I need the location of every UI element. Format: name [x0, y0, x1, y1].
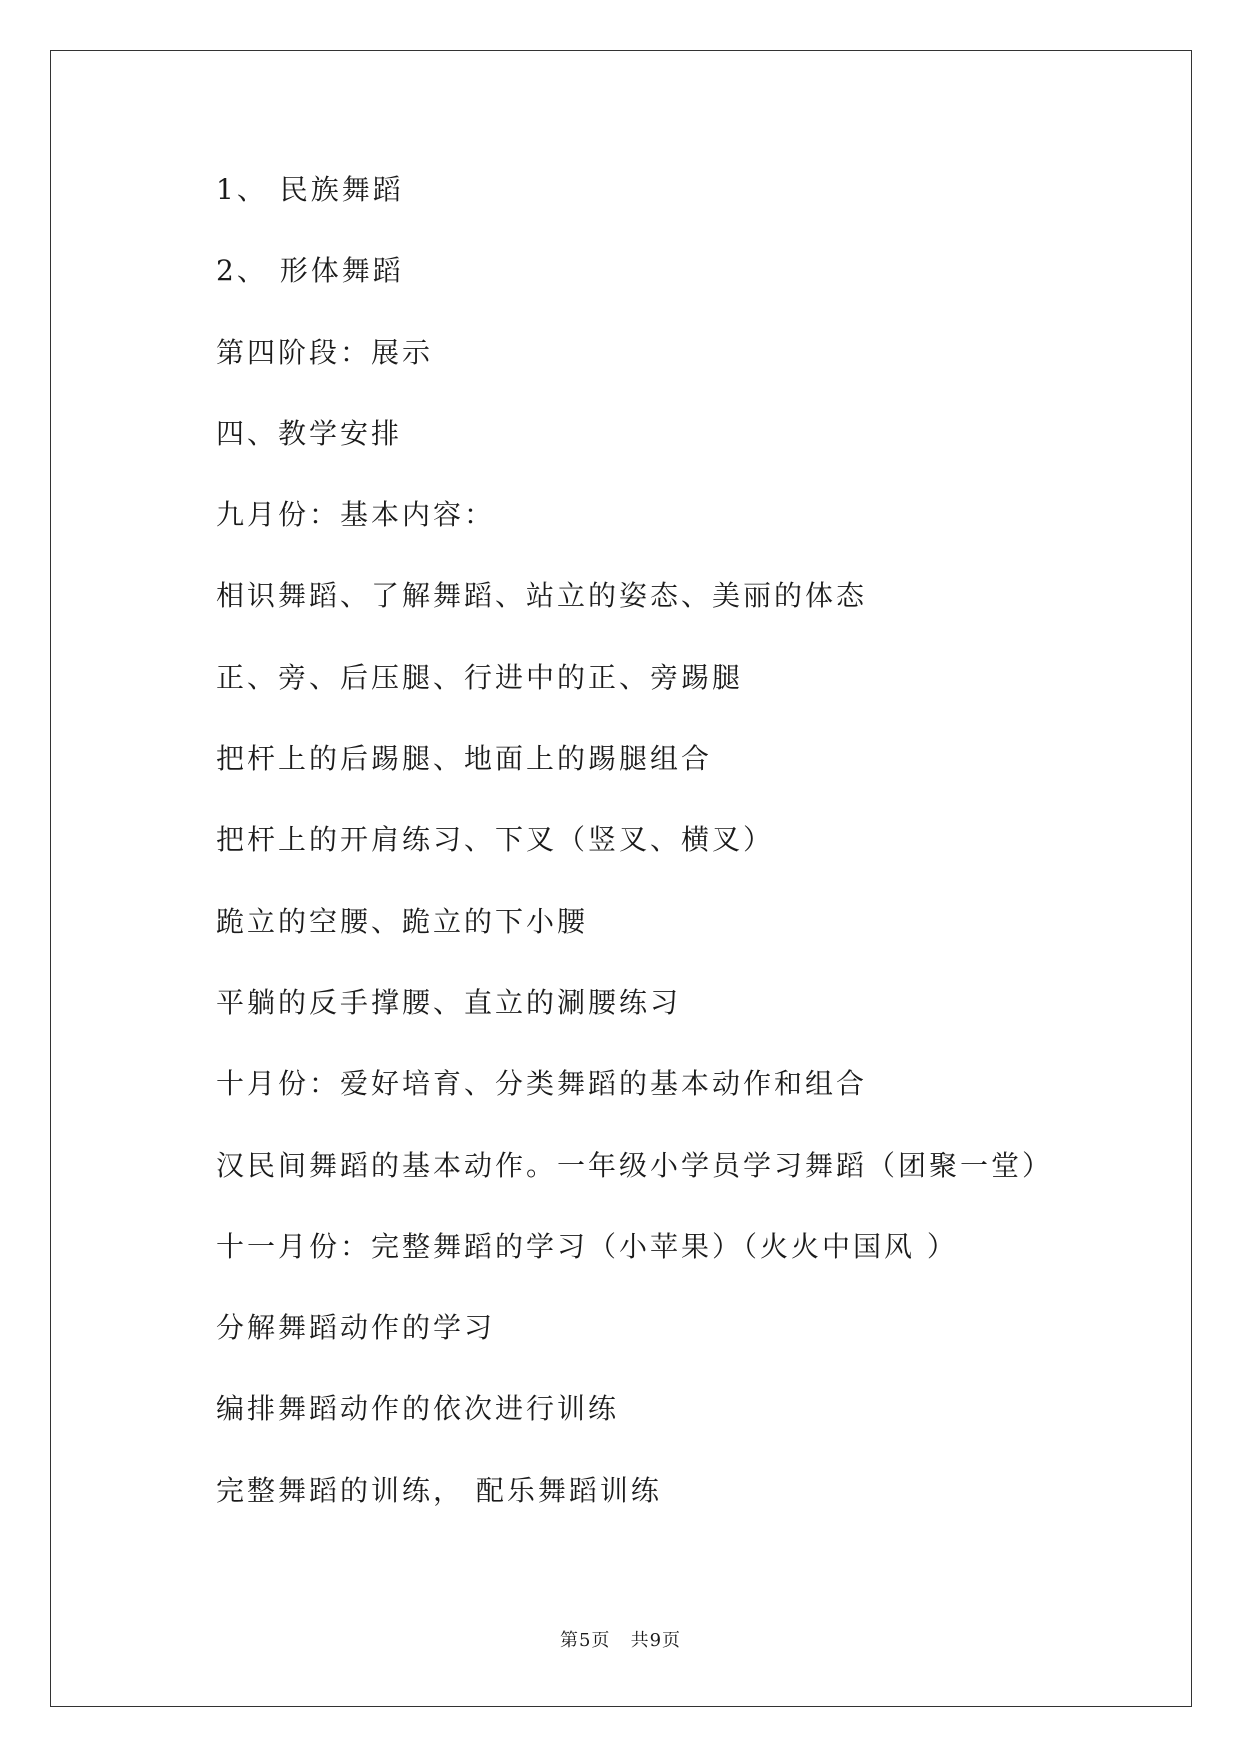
text-line: 平躺的反手撑腰、直立的涮腰练习	[216, 985, 682, 1019]
document-body	[216, 168, 1116, 1550]
month-heading: 十一月份：完整舞蹈的学习（小苹果）（火火中国风 ）	[216, 1229, 958, 1263]
list-item: 2、 形体舞蹈	[216, 254, 404, 288]
section-heading: 第四阶段：展示	[216, 335, 434, 369]
text-line: 把杆上的开肩练习、下叉（竖叉、横叉）	[216, 823, 775, 857]
month-heading: 九月份：基本内容：	[216, 498, 496, 532]
month-heading: 十月份：爱好培育、分类舞蹈的基本动作和组合	[216, 1067, 868, 1101]
text-line: 完整舞蹈的训练， 配乐舞蹈训练	[216, 1473, 662, 1507]
section-heading: 四、教学安排	[216, 416, 403, 450]
text-line: 编排舞蹈动作的依次进行训练	[216, 1392, 620, 1426]
list-item: 1、 民族舞蹈	[216, 173, 404, 206]
text-line: 把杆上的后踢腿、地面上的踢腿组合	[216, 742, 713, 776]
text-line: 跪立的空腰、跪立的下小腰	[216, 904, 589, 938]
text-line: 汉民间舞蹈的基本动作。一年级小学员学习舞蹈（团聚一堂）	[216, 1148, 1054, 1182]
page-number-footer: 第5页 共9页	[559, 1630, 682, 1651]
text-line: 分解舞蹈动作的学习	[216, 1311, 496, 1345]
text-line: 正、旁、后压腿、行进中的正、旁踢腿	[216, 660, 744, 694]
text-line: 相识舞蹈、了解舞蹈、站立的姿态、美丽的体态	[216, 579, 868, 613]
